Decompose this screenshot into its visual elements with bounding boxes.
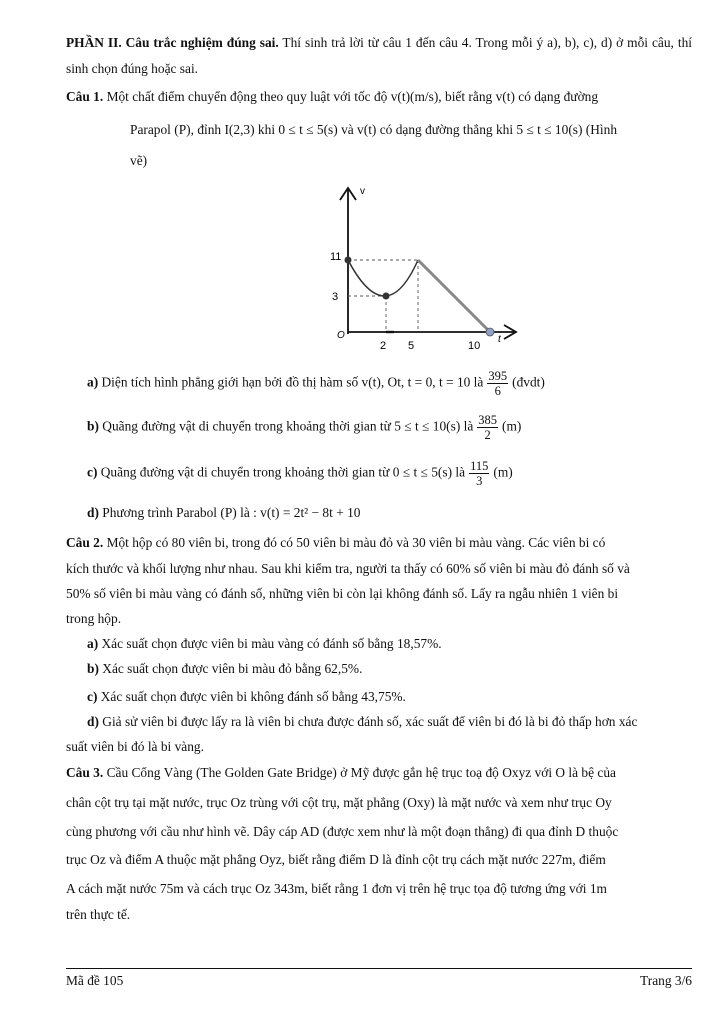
q1-stem-line2: Parapol (P), đỉnh I(2,3) khi 0 ≤ t ≤ 5(s) và v(t) có dạng đường thẳng khi 5 ≤ t ≤ 10(s) (Hình bbox=[130, 122, 618, 137]
q2-label: Câu 2. bbox=[66, 535, 104, 550]
q2-stem-line3: 50% số viên bi màu vàng có đánh số, những viên bi còn lại không đánh số. Lấy ra ngẫu nhiên 1 viên bi bbox=[66, 586, 619, 601]
graph-y-tick-11: 11 bbox=[330, 251, 342, 263]
q2-stem-line1: Câu 2. Một hộp có 80 viên bi, trong đó có 50 viên bi màu đỏ và 30 viên bi màu vàng. Các viên bi có bbox=[66, 535, 606, 550]
graph-x-tick-10: 10 bbox=[468, 340, 481, 352]
footer-exam-code: Mã đề 105 bbox=[66, 973, 124, 988]
q3-stem-line5: A cách mặt nước 75m và cách trục Oz 343m, biết rằng 1 đơn vị trên hệ trục tọa độ tương ứng với 1m bbox=[66, 881, 607, 896]
graph-x-tick-5: 5 bbox=[408, 340, 415, 352]
section-intro-text: Thí sinh trả lời từ câu 1 đến câu 4. Trong mỗi ý a), b), c), d) ở mỗi câu, thí sinh chọn đúng hoặc sai. bbox=[66, 35, 692, 76]
q1-a-fraction: $\frac{395}{6}$ bbox=[488, 369, 508, 398]
q1-c-fraction: $\frac{115}{3}$ bbox=[470, 459, 489, 488]
q3-stem-line2: chân cột trụ tại mặt nước, trục Oz trùng với cột trụ, mặt phẳng (Oxy) là mặt nước và xem như trục Oy bbox=[66, 795, 612, 810]
q3-stem-line6: trên thực tế. bbox=[66, 907, 131, 922]
q1-b-fraction: $\frac{385}{2}$ bbox=[478, 413, 498, 442]
velocity-graph bbox=[328, 182, 528, 354]
footer-divider bbox=[66, 968, 692, 969]
graph-y-axis-label: v bbox=[360, 186, 365, 197]
q2-option-b: b) Xác suất chọn được viên bi màu đỏ bằng 62,5%. bbox=[87, 661, 363, 676]
section-intro bbox=[66, 30, 692, 82]
q1-option-b: b) Quãng đường vật di chuyển trong khoảng thời gian từ 5 ≤ t ≤ 10(s) là $\frac{385}{2}$ (m) bbox=[87, 413, 522, 442]
q1-label: Câu 1. bbox=[66, 89, 104, 104]
q1-option-d: d) Phương trình Parabol (P) là : v(t) = 2t² − 8t + 10 bbox=[87, 505, 361, 520]
q1-option-c: c) Quãng đường vật di chuyển trong khoảng thời gian từ 0 ≤ t ≤ 5(s) là $\frac{115}{3}$ (m) bbox=[87, 459, 513, 488]
footer-page-number: Trang 3/6 bbox=[640, 973, 692, 988]
graph-x-tick-2: 2 bbox=[380, 340, 387, 352]
q2-option-a: a) Xác suất chọn được viên bi màu vàng có đánh số bằng 18,57%. bbox=[87, 636, 442, 651]
q1-option-a: a) Diện tích hình phẳng giới hạn bởi đồ thị hàm số v(t), Ot, t = 0, t = 10 là $\frac{395}{6}$ (đvdt) bbox=[87, 369, 545, 398]
q2-stem-line2: kích thước và khối lượng như nhau. Sau khi kiểm tra, người ta thấy có 60% số viên bi màu đỏ đánh số và bbox=[66, 561, 630, 576]
q2-option-c: c) Xác suất chọn được viên bi không đánh số bằng 43,75%. bbox=[87, 689, 406, 704]
graph-x-axis-label: t bbox=[498, 334, 501, 345]
graph-origin-label: O bbox=[337, 330, 345, 341]
q2-option-d: d) Giả sử viên bi được lấy ra là viên bi chưa được đánh số, xác suất để viên bi đó là bi đỏ thấp hơn xác bbox=[87, 714, 638, 729]
q2-option-d-cont: suất viên bi đó là bi vàng. bbox=[66, 739, 204, 754]
q1-stem-line1: Câu 1. Một chất điểm chuyển động theo quy luật với tốc độ v(t)(m/s), biết rằng v(t) có dạng đường bbox=[66, 89, 599, 104]
q3-label: Câu 3. bbox=[66, 765, 104, 780]
q3-stem-line3: cùng phương với cầu như hình vẽ. Dây cáp AD (được xem như là một đoạn thẳng) đi qua đỉnh D thuộc bbox=[66, 824, 619, 839]
q2-stem-line4: trong hộp. bbox=[66, 611, 122, 626]
q3-stem-line4: trục Oz và điểm A thuộc mặt phẳng Oyz, biết rằng điểm D là đỉnh cột trụ cách mặt nước 227m, điểm bbox=[66, 852, 606, 867]
q3-stem-line1: Câu 3. Cầu Cổng Vàng (The Golden Gate Bridge) ở Mỹ được gắn hệ trục toạ độ Oxyz với O là bệ của bbox=[66, 765, 617, 780]
graph-y-tick-3: 3 bbox=[332, 291, 339, 303]
q1-stem-line3: vẽ) bbox=[130, 153, 148, 168]
section-title: PHẦN II. Câu trắc nghiệm đúng sai. bbox=[66, 35, 279, 50]
